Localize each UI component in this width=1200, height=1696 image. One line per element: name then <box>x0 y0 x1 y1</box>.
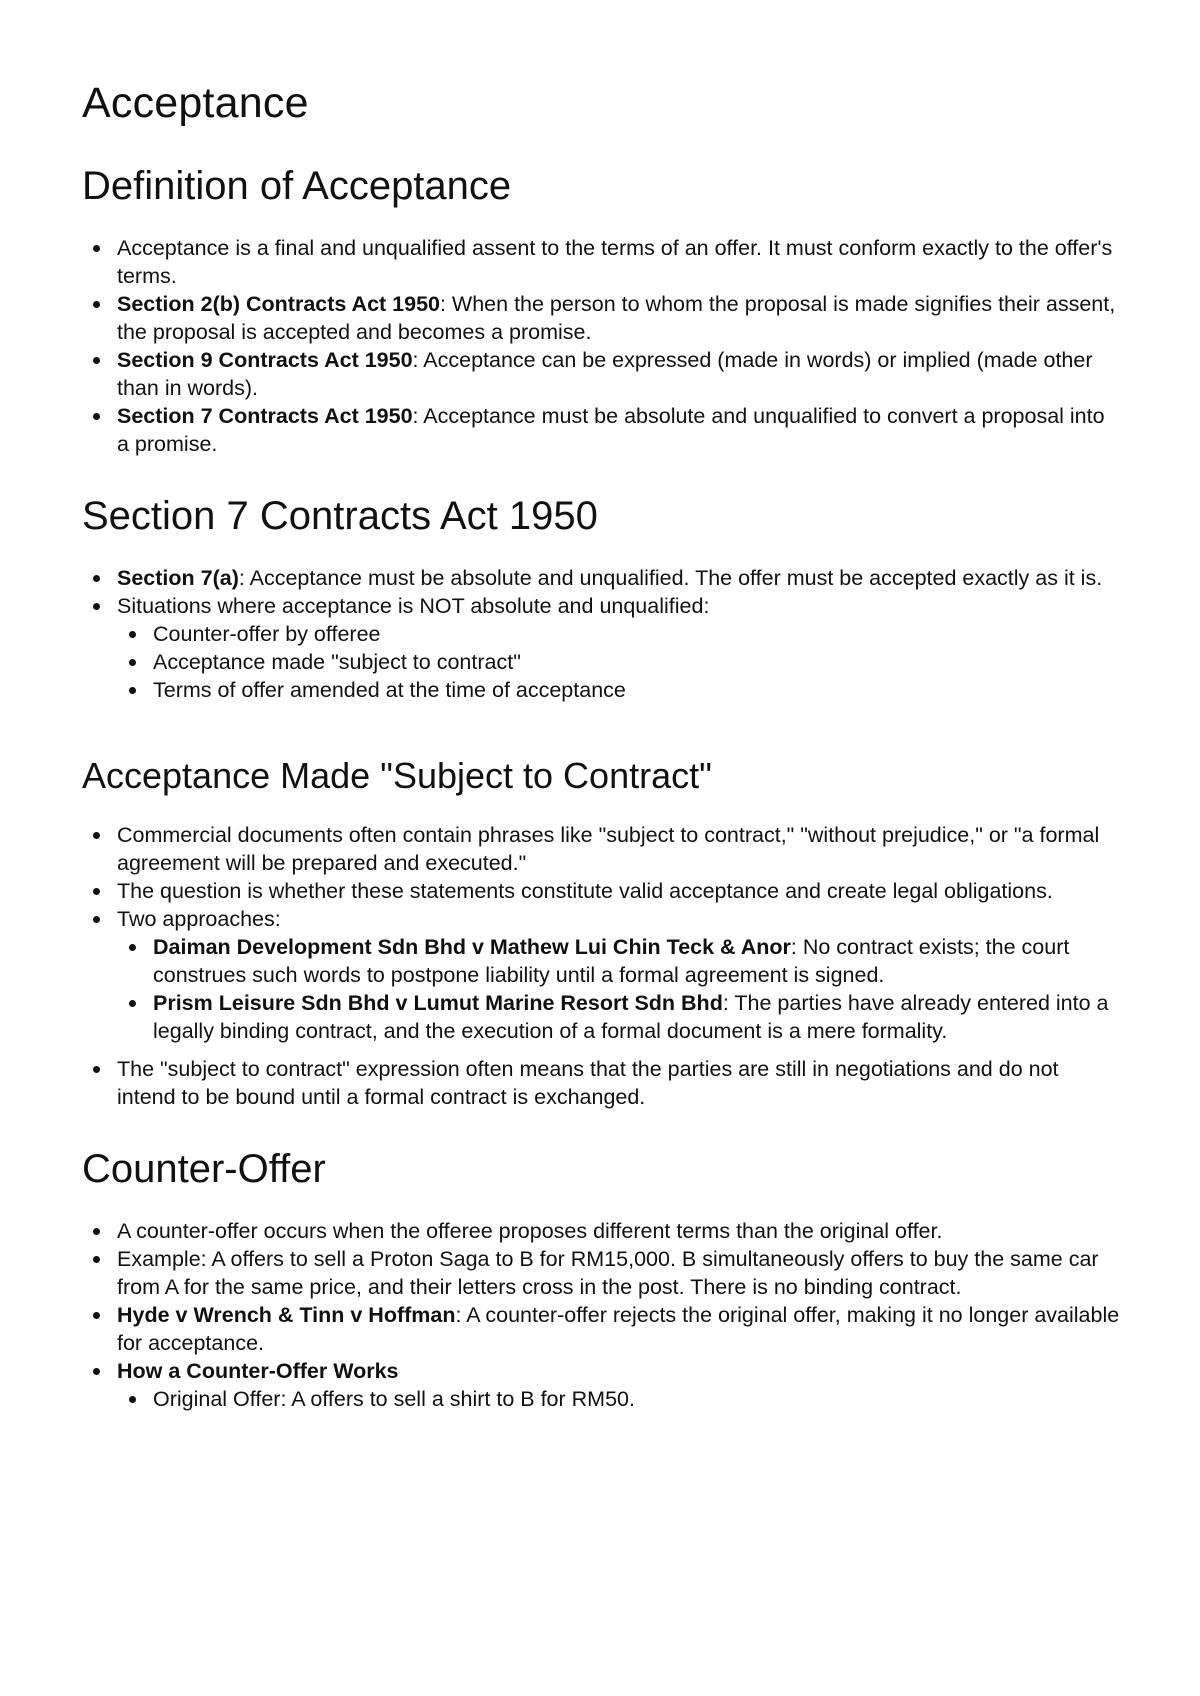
statute-reference: Section 7 Contracts Act 1950 <box>117 403 413 428</box>
case-name: Hyde v Wrench & Tinn v Hoffman <box>117 1302 456 1327</box>
list-item <box>117 346 1120 402</box>
list-item-text: Two approaches: <box>117 906 281 931</box>
list-item-text: Situations where acceptance is NOT absolute and unqualified: <box>117 593 710 618</box>
list-item <box>117 290 1120 346</box>
sub-list-item: Terms of offer amended at the time of acceptance <box>153 676 1120 704</box>
counter-offer-sublist <box>117 1385 1120 1413</box>
list-item: The "subject to contract" expression often means that the parties are still in negotiations and do not intend to be bound until a formal contract is exchanged. <box>117 1055 1120 1111</box>
list-item <box>117 905 1120 1045</box>
list-item-text: : No contract exists; the court construes such words to postpone liability until a formal agreement is signed. <box>153 934 1070 987</box>
page-title: Acceptance <box>82 79 309 127</box>
sub-list-item: Acceptance made "subject to contract" <box>153 648 1120 676</box>
list-item: Example: A offers to sell a Proton Saga to B for RM15,000. B simultaneously offers to buy the same car from A for the same price, and their letters cross in the post. There is no binding contract. <box>117 1245 1120 1301</box>
subheading-text: How a Counter-Offer Works <box>117 1358 399 1383</box>
list-item <box>117 1301 1120 1357</box>
list-item: A counter-offer occurs when the offeree proposes different terms than the original offer. <box>117 1217 1120 1245</box>
list-item <box>117 402 1120 458</box>
list-item-text: Acceptance is a final and unqualified assent to the terms of an offer. It must conform exactly to the offer's terms. <box>117 235 1113 288</box>
approaches-sublist <box>117 933 1120 1045</box>
list-item: Commercial documents often contain phrases like "subject to contract," "without prejudice," or "a formal agreement will be prepared and executed." <box>117 821 1120 877</box>
sub-list-item <box>153 989 1120 1045</box>
section-7-list <box>82 564 1120 704</box>
statute-reference: Section 9 Contracts Act 1950 <box>117 347 413 372</box>
sub-list-item: Original Offer: A offers to sell a shirt to B for RM50. <box>153 1385 1120 1413</box>
heading-section-7: Section 7 Contracts Act 1950 <box>82 493 598 538</box>
case-name: Prism Leisure Sdn Bhd v Lumut Marine Resort Sdn Bhd <box>153 990 723 1015</box>
statute-reference: Section 2(b) Contracts Act 1950 <box>117 291 440 316</box>
list-item-text: : Acceptance must be absolute and unqualified to convert a proposal into a promise. <box>117 403 1105 456</box>
heading-definition: Definition of Acceptance <box>82 163 512 208</box>
case-name: Daiman Development Sdn Bhd v Mathew Lui Chin Teck & Anor <box>153 934 791 959</box>
list-item-text: : The parties have already entered into a legally binding contract, and the execution of a formal document is a mere formality. <box>153 990 1109 1043</box>
list-item <box>117 1357 1120 1413</box>
list-item <box>117 592 1120 704</box>
list-item-text: : Acceptance must be absolute and unqualified. The offer must be accepted exactly as it is. <box>238 565 1103 590</box>
heading-subject-to-contract: Acceptance Made "Subject to Contract" <box>82 754 712 796</box>
list-item-text: : When the person to whom the proposal is made signifies their assent, the proposal is accepted and becomes a promise. <box>117 291 1116 344</box>
list-item-text: : A counter-offer rejects the original offer, making it no longer available for acceptance. <box>117 1302 1120 1355</box>
list-item-text: : Acceptance can be expressed (made in words) or implied (made other than in words). <box>117 347 1093 400</box>
definition-list <box>82 234 1120 458</box>
subject-to-contract-list <box>82 821 1120 1111</box>
sub-list-item: Counter-offer by offeree <box>153 620 1120 648</box>
counter-offer-list <box>82 1217 1120 1413</box>
heading-counter-offer: Counter-Offer <box>82 1146 326 1191</box>
list-item: The question is whether these statements constitute valid acceptance and create legal obligations. <box>117 877 1120 905</box>
list-item <box>117 234 1120 290</box>
sub-list-item <box>153 933 1120 989</box>
statute-reference: Section 7(a) <box>117 565 239 590</box>
list-item <box>117 564 1120 592</box>
situations-sublist <box>117 620 1120 704</box>
